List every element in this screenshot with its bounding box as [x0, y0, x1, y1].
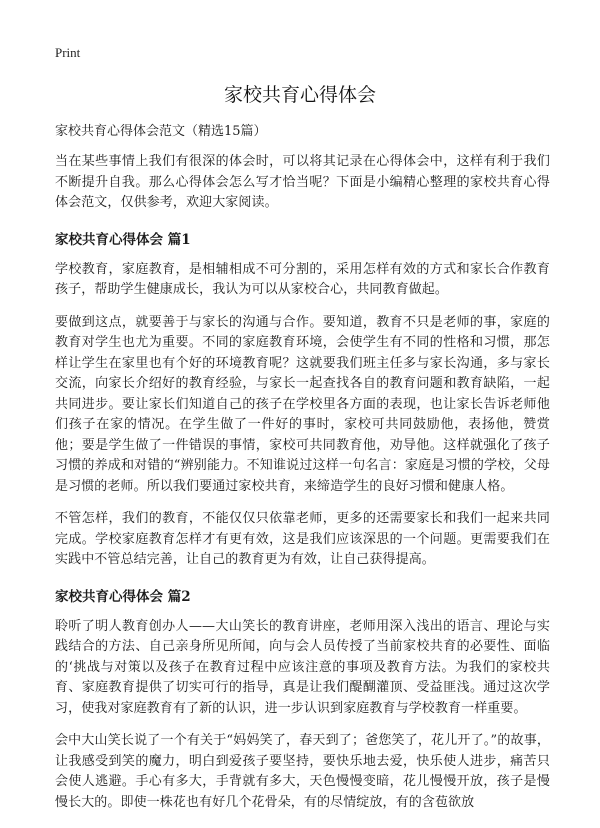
document-subtitle: 家校共育心得体会范文（精选15篇） — [55, 124, 267, 139]
print-link[interactable]: Print — [55, 45, 81, 60]
section-paragraph: 会中大山笑长说了一个有关于“妈妈笑了，春天到了；爸您笑了，花儿开了。”的故事，让我感受到笑的魔力，明白到爱孩子要坚持，要快乐地去爱，快乐使人进步，痛苦只会使人逃避。手心有多大，手背就有多大，天色慢慢变暗，花儿慢慢开放，孩子是慢慢长大的。即使一株花也有好几个花骨朵，有的尽情绽放，有的含苞欲放 — [55, 733, 550, 810]
intro-paragraph: 当在某些事情上我们有很深的体会时，可以将其记录在心得体会中，这样有利于我们不断提升自我。那么心得体会怎么写才恰当呢？下面是小编精心整理的家校共育心得体会范文，仅供参考，欢迎大家阅读。 — [55, 154, 550, 210]
section-heading: 家校共育心得体会 篇1 — [55, 231, 191, 248]
document-body — [55, 122, 550, 825]
section-paragraph: 不管怎样，我们的教育，不能仅仅只依靠老师，更多的还需要家长和我们一起来共同完成。学校家庭教育怎样才有更有效，这是我们应该深思的一个问题。更需要我们在实践中不管总结完善，让自己的教育更为有效，让自己获得提高。 — [55, 511, 550, 567]
section-paragraph: 学校教育，家庭教育，是相辅相成不可分割的，采用怎样有效的方式和家长合作教育孩子，帮助学生健康成长，我认为可以从家校合心，共同教育做起。 — [55, 261, 550, 297]
section-heading: 家校共育心得体会 篇2 — [55, 588, 191, 605]
section-paragraph: 要做到这点，就要善于与家长的沟通与合作。要知道，教育不只是老师的事，家庭的教育对学生也尤为重要。不同的家庭教育环境，会使学生有不同的性格和习惯，那怎样让学生在家里也有个好的环境教育呢？这就要我们班主任多与家长沟通，多与家长交流，向家长介绍好的教育经验，与家长一起查找各自的教育问题和教育缺陷，一起共同进步。要让家长们知道自己的孩子在学校里各方面的表现，也让家长告诉老师他们孩子在家的情况。在学生做了一件好的事时，家校可共同鼓励他，表扬他，赞赏他；要是学生做了一件错误的事情，家校可共同教育他，劝导他。这样就强化了孩子习惯的养成和对错的“辨别能力。不知谁说过这样一句名言：家庭是习惯的学校，父母是习惯的老师。所以我们要通过家校共育，来缔造学生的良好习惯和健康人格。 — [55, 314, 550, 494]
document-title: 家校共育心得体会 — [223, 84, 376, 106]
section-paragraph: 聆听了明人教育创办人——大山笑长的教育讲座，老师用深入浅出的语言、理论与实践结合的方法、自己亲身所见所闻，向与会人员传授了当前家校共育的必要性、面临的‘挑战与对策以及孩子在教育过程中应该注意的事项及教育方法。为我们的家校共育、家庭教育提供了切实可行的指导，真是让我们醍醐灌顶、受益匪浅。通过这次学习，使我对家庭教育有了新的认识，进一步认识到家庭教育与学校教育一样重要。 — [55, 618, 550, 716]
